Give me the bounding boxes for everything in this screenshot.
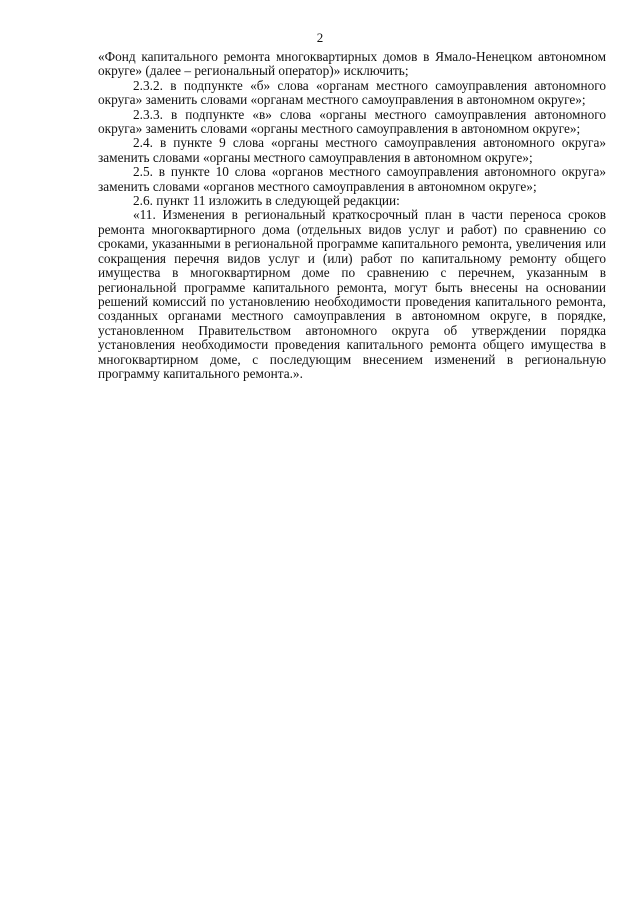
- paragraph-item-11: «11. Изменения в региональный краткосрочный план в части переноса сроков ремонта многоквартирного дома (отдельных видов услуг и работ) по сравнению со сроками, указанными в региональной программе капитального ремонта, увеличения или сокращения перечня видов услуг и (или) работ по капитальному ремонту общего имущества в многоквартирном доме по сравнению с перечнем, указанным в региональной программе капитального ремонта, могут быть внесены на основании решений комиссий по установлению необходимости проведения капитального ремонта, созданных органами местного самоуправления в автономном округе, в порядке, установленном Правительством автономного округа об утверждении порядка установления необходимости проведения капитального ремонта общего имущества в многоквартирном доме, с последующим внесением изменений в региональную программу капитального ремонта.».: [98, 207, 606, 381]
- paragraph-continuation: «Фонд капитального ремонта многоквартирных домов в Ямало-Ненецком автономном округе» (далее – региональный оператор)» исключить;: [98, 49, 606, 79]
- paragraph-2-3-3: 2.3.3. в подпункте «в» слова «органы местного самоуправления автономного округа» заменить словами «органы местного самоуправления в автономном округе»;: [98, 106, 606, 137]
- paragraph-2-4: 2.4. в пункте 9 слова «органы местного самоуправления автономного округа» заменить словами «органы местного самоуправления в автономном округе»;: [98, 135, 606, 165]
- paragraph-2-3-2: 2.3.2. в подпункте «б» слова «органам местного самоуправления автономного округа» заменить словами «органам местного самоуправления в автономном округе»;: [98, 77, 606, 108]
- paragraph-2-5: 2.5. в пункте 10 слова «органов местного самоуправления автономного округа» заменить словами «органов местного самоуправления в автономном округе»;: [98, 164, 606, 194]
- page-number: 2: [316, 30, 324, 45]
- paragraph-2-6: 2.6. пункт 11 изложить в следующей редакции:: [133, 193, 400, 209]
- document-body: [98, 50, 606, 381]
